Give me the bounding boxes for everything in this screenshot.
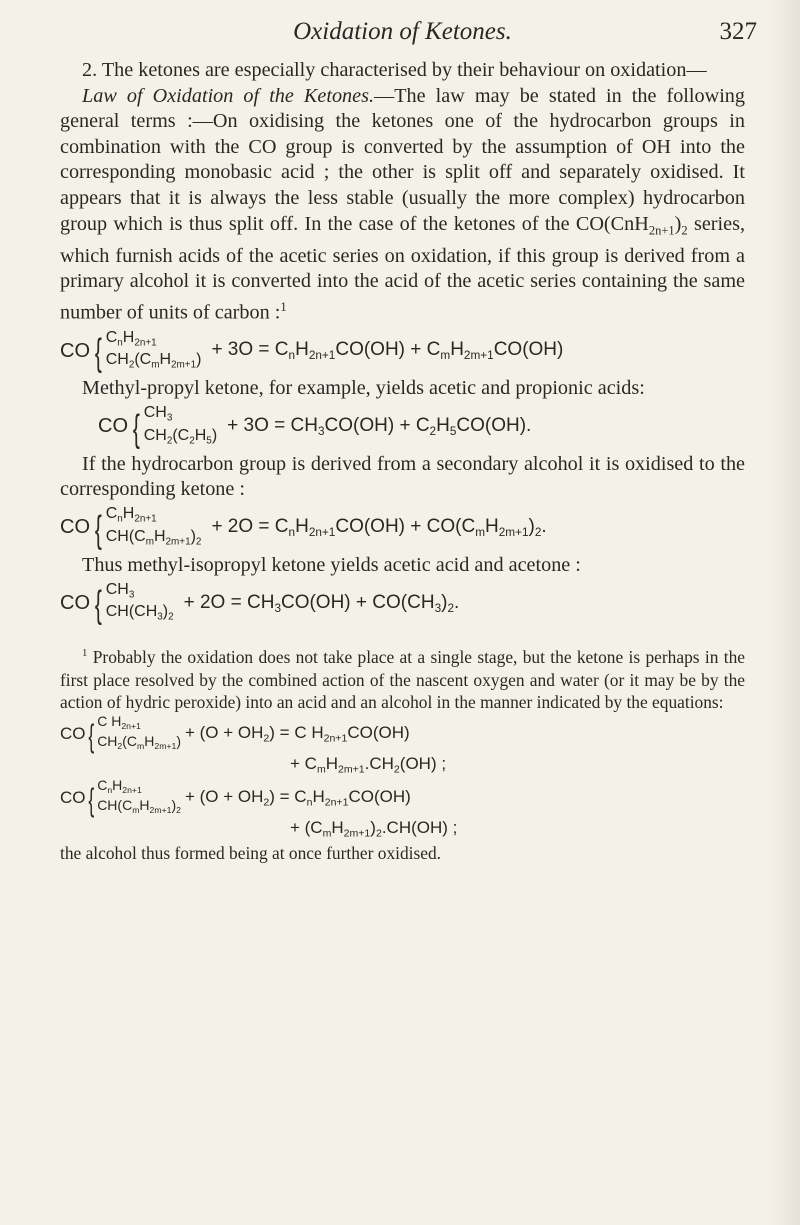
law-paragraph: Law of Oxidation of the Ketones.—The law may be stated in the following general terms :—On oxidising the ketones one of the hydrocarbon groups in combination with the CO group is converted by the assumption of OH into the corresponding monobasic acid ; the other is split off and separately oxidised. It appears that it is always the less stable (usually the more complex) hydrocarbon group which is thus split off. In the case of the ketones of the $CO(CnH_{2n+1})_2$ series, which furnish acids of the acetic series on oxidation, if this group is derived from a primary alcohol it is converted into the acid of the acetic series containing the same number of units of carbon :$^1$	[60, 84, 745, 324]
page-edge-shadow	[770, 0, 800, 1225]
law-heading: Law of Oxidation of the Ketones.	[82, 84, 375, 107]
footnote-text	[60, 642, 745, 713]
co-label: CO	[60, 516, 90, 539]
co-label: CO	[60, 723, 86, 743]
formula-stack: $C_nH_{2n+1}$ $CH(C_mH_{2m+1})_2$	[97, 776, 181, 815]
brace: {	[87, 781, 94, 818]
book-page	[60, 18, 757, 864]
isopropyl-paragraph: Thus methyl-isopropyl ketone yields acetic acid and acetone :	[82, 553, 581, 576]
brace: {	[94, 508, 102, 551]
co-label: CO	[60, 339, 90, 362]
law-text-b: series, which furnish acids of the acetic series on oxidation, if this group is derived from a primary alcohol it is converted into the acid of the acetic series containing the same number of units of carbon :	[60, 212, 745, 324]
co-label: CO	[60, 787, 86, 807]
secondary-paragraph: If the hydrocarbon group is derived from a secondary alcohol it is oxidised to the corresponding ketone :	[60, 452, 745, 501]
footnote-body: Probably the oxidation does not take place at a single stage, but the ketone is perhaps in the first place resolved by the combined action of the nascent oxygen and water (or it may be by the action of hydric peroxide) into an acid and an alcohol in the manner indicated by the equations:	[60, 647, 745, 713]
footnote-equation-1-cont: + $C_mH_{2m+1}.CH_2(OH)$ ;	[290, 753, 447, 776]
running-title: Oxidation of Ketones.	[293, 18, 512, 45]
footnote-equations	[60, 714, 745, 842]
footnote-equation-2-cont: + $(C_mH_{2m+1})_2.CH(OH)$ ;	[290, 817, 458, 840]
brace: {	[94, 332, 102, 375]
footnote-equation-2	[60, 778, 745, 818]
equation-rhs: + $3O = C_nH_{2n+1}CO(OH) + C_mH_{2m+1}CO(OH)$	[211, 339, 564, 363]
formula-stack: $C_nH_{2n+1}$ $CH(C_mH_{2m+1})_2$	[105, 505, 202, 548]
formula-stack: $C_nH_{2n+1}$ $CH_2(C_mH_{2m+1})$	[105, 328, 202, 371]
equation-general-primary	[60, 326, 745, 376]
brace: {	[87, 717, 94, 754]
footnote	[60, 642, 745, 864]
rhs-start: + 3O = CH	[227, 415, 318, 437]
co-label: CO	[98, 415, 128, 438]
equation-rhs: + $(O + OH_2) = C_nH_{2n+1}CO(OH)$	[184, 786, 411, 809]
footnote-ref: 1	[280, 299, 287, 314]
page-header	[60, 18, 757, 58]
equation-rhs: + $3O = CH_3CO(OH) + C_2H_5CO(OH)$.	[227, 415, 532, 439]
rhs-start: + 2O = C	[211, 516, 289, 538]
page-number: 327	[719, 18, 757, 45]
brace: {	[132, 407, 140, 450]
footnote-closing: the alcohol thus formed being at once further oxidised.	[60, 842, 442, 863]
co-label: CO	[60, 591, 90, 614]
equation-general-secondary	[60, 503, 745, 553]
law-text-a: —The law may be stated in the following general terms :—On oxidising the ketones one of the hydrocarbon groups in combination with the CO group is converted by the assumption of OH into the corresponding monobasic acid ; the other is split off and separately oxidised. It appears that it is always the less stable (usually the more complex) hydrocarbon group which is thus split off. In the case of the ketones of the CO(C	[60, 84, 745, 235]
intro-paragraph: 2. The ketones are especially characterised by their behaviour on oxidation—	[82, 59, 707, 81]
equation-rhs: + $2O = C_nH_{2n+1}CO(OH) + CO(C_mH_{2m+1})_2$.	[211, 516, 547, 540]
rhs-start: + 2O = CH	[183, 591, 275, 613]
footnote-equation-1	[60, 714, 745, 754]
formula-stack: C $H_{2n+1}$ $CH_2(C_mH_{2m+1})$	[97, 712, 181, 751]
equation-methyl-propyl	[60, 402, 745, 452]
formula-stack: $CH_3$ $CH(CH_3)_2$	[105, 580, 174, 623]
formula-stack: $CH_3$ $CH_2(C_2H_5)$	[143, 404, 218, 447]
rhs-start: + 3O = C	[211, 339, 289, 361]
equation-methyl-isopropyl	[60, 578, 745, 628]
brace: {	[94, 584, 102, 627]
equation-rhs: + $(O + OH_2) = C$ $H_{2n+1}CO(OH)$	[185, 722, 410, 745]
methyl-propyl-paragraph: Methyl-propyl ketone, for example, yields acetic and propionic acids:	[82, 377, 645, 400]
equation-rhs: + $2O = CH_3CO(OH) + CO(CH_3)_2$.	[183, 591, 460, 615]
footnote-marker: 1	[82, 647, 88, 660]
law-formula: n	[624, 212, 635, 235]
